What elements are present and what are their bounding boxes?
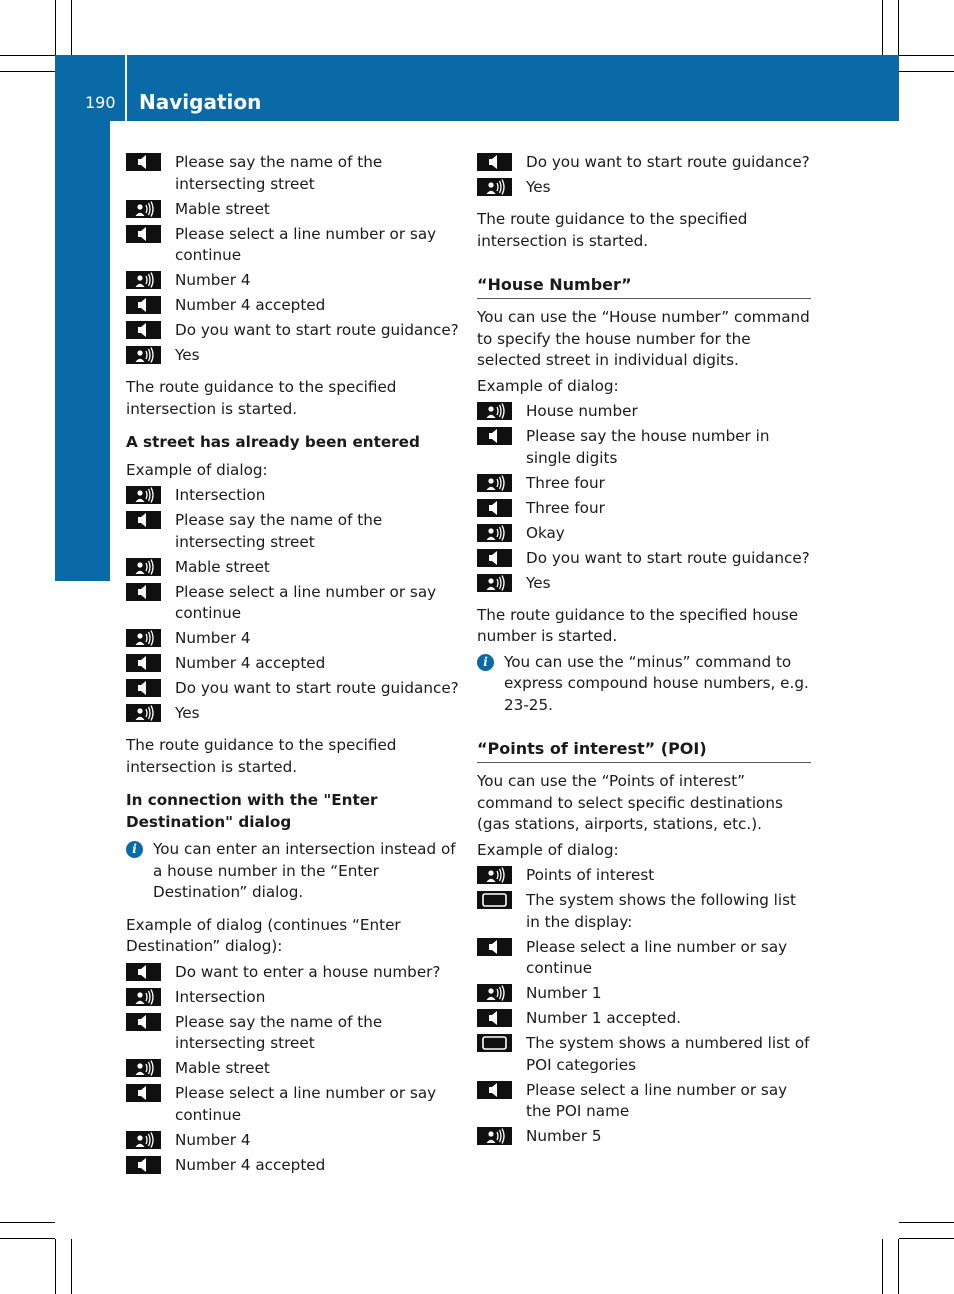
dialog-text: Yes (175, 346, 200, 364)
system-speaker-icon (126, 1156, 161, 1174)
dialog-text: Mable street (175, 199, 270, 218)
dialog-line (126, 653, 460, 675)
page-header (55, 55, 899, 121)
user-speaking-icon (477, 1127, 512, 1145)
dialog-text: Yes (175, 704, 200, 722)
user-speaking-icon (126, 200, 161, 218)
dialog-line (477, 523, 811, 545)
user-speaking-icon (477, 178, 512, 196)
example-label: Example of dialog: (477, 840, 619, 859)
dialog-text: Okay (526, 523, 565, 542)
dialog-line (126, 628, 460, 650)
dialog-line (477, 1008, 811, 1030)
dialog-text: Please say the name of the intersecting street (175, 511, 383, 551)
dialog-line (126, 295, 460, 317)
section-title: Navigation (139, 90, 262, 114)
user-speaking-icon (126, 629, 161, 647)
system-speaker-icon (126, 511, 161, 529)
result-text: The route guidance to the specified intersection is started. (477, 210, 748, 250)
display-icon (477, 1034, 512, 1052)
crop-mark (882, 0, 883, 55)
dialog-line (126, 270, 460, 292)
dialog-text: Number 1 accepted. (526, 1009, 682, 1027)
dialog-text: Do you want to start route guidance? (175, 679, 459, 697)
dialog-text: Number 5 (526, 1127, 602, 1145)
dialog-text: The system shows the following list in the display: (526, 891, 796, 931)
result-text: The route guidance to the specified intersection is started. (126, 736, 397, 776)
crop-mark (899, 55, 954, 56)
dialog-line (126, 199, 460, 221)
dialog-text: Please select a line number or say continue (175, 1084, 437, 1124)
info-icon: i (477, 654, 494, 671)
crop-mark (0, 1222, 55, 1223)
dialog-text: Points of interest (526, 866, 655, 884)
info-text: You can use the “minus” command to express compound house numbers, e.g. 23-25. (504, 652, 809, 714)
system-speaker-icon (126, 679, 161, 697)
display-icon (477, 891, 512, 909)
dialog-line (477, 1126, 811, 1148)
user-speaking-icon (477, 574, 512, 592)
crop-mark (899, 1238, 954, 1239)
intro-text: You can use the “Points of interest” command to select specific destinations (gas stations, airports, stations, etc.). (477, 772, 783, 833)
dialog-line (477, 1033, 811, 1076)
system-speaker-icon (477, 427, 512, 445)
dialog-line (126, 962, 460, 984)
header-divider (125, 55, 127, 121)
dialog-text: Number 4 (175, 1130, 251, 1149)
dialog-list (477, 865, 811, 1148)
system-speaker-icon (126, 225, 161, 243)
right-column (477, 152, 811, 1151)
dialog-list (477, 401, 811, 594)
dialog-list (126, 962, 460, 1177)
dialog-line (126, 152, 460, 195)
system-speaker-icon (126, 296, 161, 314)
dialog-line (126, 224, 460, 267)
crop-mark (71, 1239, 72, 1294)
system-speaker-icon (126, 1084, 161, 1102)
dialog-line (126, 1012, 460, 1055)
page-number: 190 (85, 93, 116, 112)
dialog-line (477, 152, 811, 174)
dialog-text: Please say the name of the intersecting street (175, 153, 383, 193)
example-label: Example of dialog: (477, 376, 619, 395)
dialog-line (126, 510, 460, 553)
dialog-text: Mable street (175, 557, 270, 576)
info-text: You can enter an intersection instead of a house number in the “Enter Destination” dialog. (153, 840, 456, 901)
crop-mark (0, 55, 55, 56)
user-speaking-icon (126, 271, 161, 289)
dialog-line (477, 573, 811, 595)
dialog-line (126, 987, 460, 1009)
dialog-line (126, 703, 460, 725)
user-speaking-icon (126, 1131, 161, 1149)
dialog-list (477, 152, 811, 199)
system-speaker-icon (126, 583, 161, 601)
user-speaking-icon (126, 988, 161, 1006)
dialog-text: Number 4 accepted (175, 296, 326, 314)
user-speaking-icon (126, 704, 161, 722)
dialog-text: Yes (526, 178, 551, 196)
dialog-text: Please select a line number or say continue (175, 224, 437, 264)
dialog-line (126, 1130, 460, 1152)
dialog-line (477, 498, 811, 520)
dialog-text: House number (526, 402, 638, 420)
dialog-line (477, 890, 811, 933)
crop-mark (71, 0, 72, 55)
dialog-line (126, 1058, 460, 1080)
dialog-line (477, 983, 811, 1005)
dialog-text: Yes (526, 573, 551, 592)
dialog-text: Intersection (175, 987, 266, 1006)
system-speaker-icon (126, 321, 161, 339)
dialog-line (126, 345, 460, 367)
dialog-line (477, 401, 811, 423)
dialog-text: Number 4 (175, 629, 251, 647)
system-speaker-icon (126, 153, 161, 171)
system-speaker-icon (477, 1009, 512, 1027)
section-heading: “Points of interest” (POI) (477, 738, 811, 763)
dialog-line (477, 177, 811, 199)
dialog-text: Please say the house number in single digits (526, 427, 770, 467)
info-note (126, 839, 460, 904)
dialog-text: Three four (526, 498, 605, 517)
dialog-text: Do you want to start route guidance? (526, 548, 810, 567)
crop-mark (882, 1239, 883, 1294)
section-heading: A street has already been entered (126, 433, 420, 451)
dialog-line (477, 937, 811, 980)
dialog-line (126, 320, 460, 342)
dialog-line (126, 485, 460, 507)
example-label: Example of dialog (continues “Enter Destination” dialog): (126, 915, 401, 955)
user-speaking-icon (126, 558, 161, 576)
dialog-text: Number 1 (526, 984, 602, 1002)
dialog-text: The system shows a numbered list of POI categories (526, 1034, 810, 1074)
crop-mark (899, 71, 954, 72)
side-tab-label: Voice Control (78, 264, 107, 452)
dialog-line (126, 1083, 460, 1126)
user-speaking-icon (477, 402, 512, 420)
info-note (477, 652, 811, 717)
dialog-list (126, 485, 460, 725)
dialog-line (126, 582, 460, 625)
intro-text: You can use the “House number” command to specify the house number for the selected street in individual digits. (477, 308, 810, 369)
system-speaker-icon (126, 654, 161, 672)
system-speaker-icon (477, 549, 512, 567)
dialog-line (477, 1080, 811, 1123)
dialog-text: Three four (526, 473, 605, 492)
dialog-line (126, 678, 460, 700)
result-text: The route guidance to the specified intersection is started. (126, 378, 397, 418)
dialog-text: Do want to enter a house number? (175, 962, 441, 981)
system-speaker-icon (477, 499, 512, 517)
dialog-line (477, 473, 811, 495)
dialog-text: Number 4 accepted (175, 1155, 326, 1174)
user-speaking-icon (126, 346, 161, 364)
user-speaking-icon (126, 1059, 161, 1077)
dialog-text: Intersection (175, 486, 266, 504)
example-label: Example of dialog: (126, 460, 268, 479)
user-speaking-icon (477, 474, 512, 492)
dialog-line (126, 557, 460, 579)
system-speaker-icon (477, 153, 512, 171)
crop-mark (55, 1239, 56, 1294)
dialog-line (126, 1155, 460, 1177)
user-speaking-icon (477, 984, 512, 1002)
dialog-text: Number 4 (175, 271, 251, 289)
user-speaking-icon (126, 486, 161, 504)
info-icon: i (126, 841, 143, 858)
dialog-list (126, 152, 460, 367)
system-speaker-icon (477, 938, 512, 956)
crop-mark (55, 0, 56, 55)
left-column (126, 152, 460, 1180)
user-speaking-icon (477, 524, 512, 542)
dialog-text: Please say the name of the intersecting street (175, 1012, 383, 1052)
dialog-line (477, 548, 811, 570)
crop-mark (898, 0, 899, 55)
system-speaker-icon (126, 1013, 161, 1031)
section-heading: “House Number” (477, 274, 811, 299)
system-speaker-icon (477, 1081, 512, 1099)
dialog-text: Please select a line number or say continue (526, 937, 788, 977)
crop-mark (0, 1238, 55, 1239)
dialog-text: Please select a line number or say the POI name (526, 1080, 788, 1120)
section-heading: In connection with the "Enter Destination" dialog (126, 791, 378, 831)
dialog-text: Do you want to start route guidance? (526, 153, 810, 171)
dialog-line (477, 865, 811, 887)
dialog-line (477, 426, 811, 469)
dialog-text: Do you want to start route guidance? (175, 321, 459, 339)
crop-mark (0, 71, 55, 72)
crop-mark (898, 1239, 899, 1294)
crop-mark (899, 1222, 954, 1223)
result-text: The route guidance to the specified house number is started. (477, 605, 799, 645)
dialog-text: Mable street (175, 1059, 270, 1077)
user-speaking-icon (477, 866, 512, 884)
dialog-text: Please select a line number or say continue (175, 582, 437, 622)
system-speaker-icon (126, 963, 161, 981)
dialog-text: Number 4 accepted (175, 654, 326, 672)
